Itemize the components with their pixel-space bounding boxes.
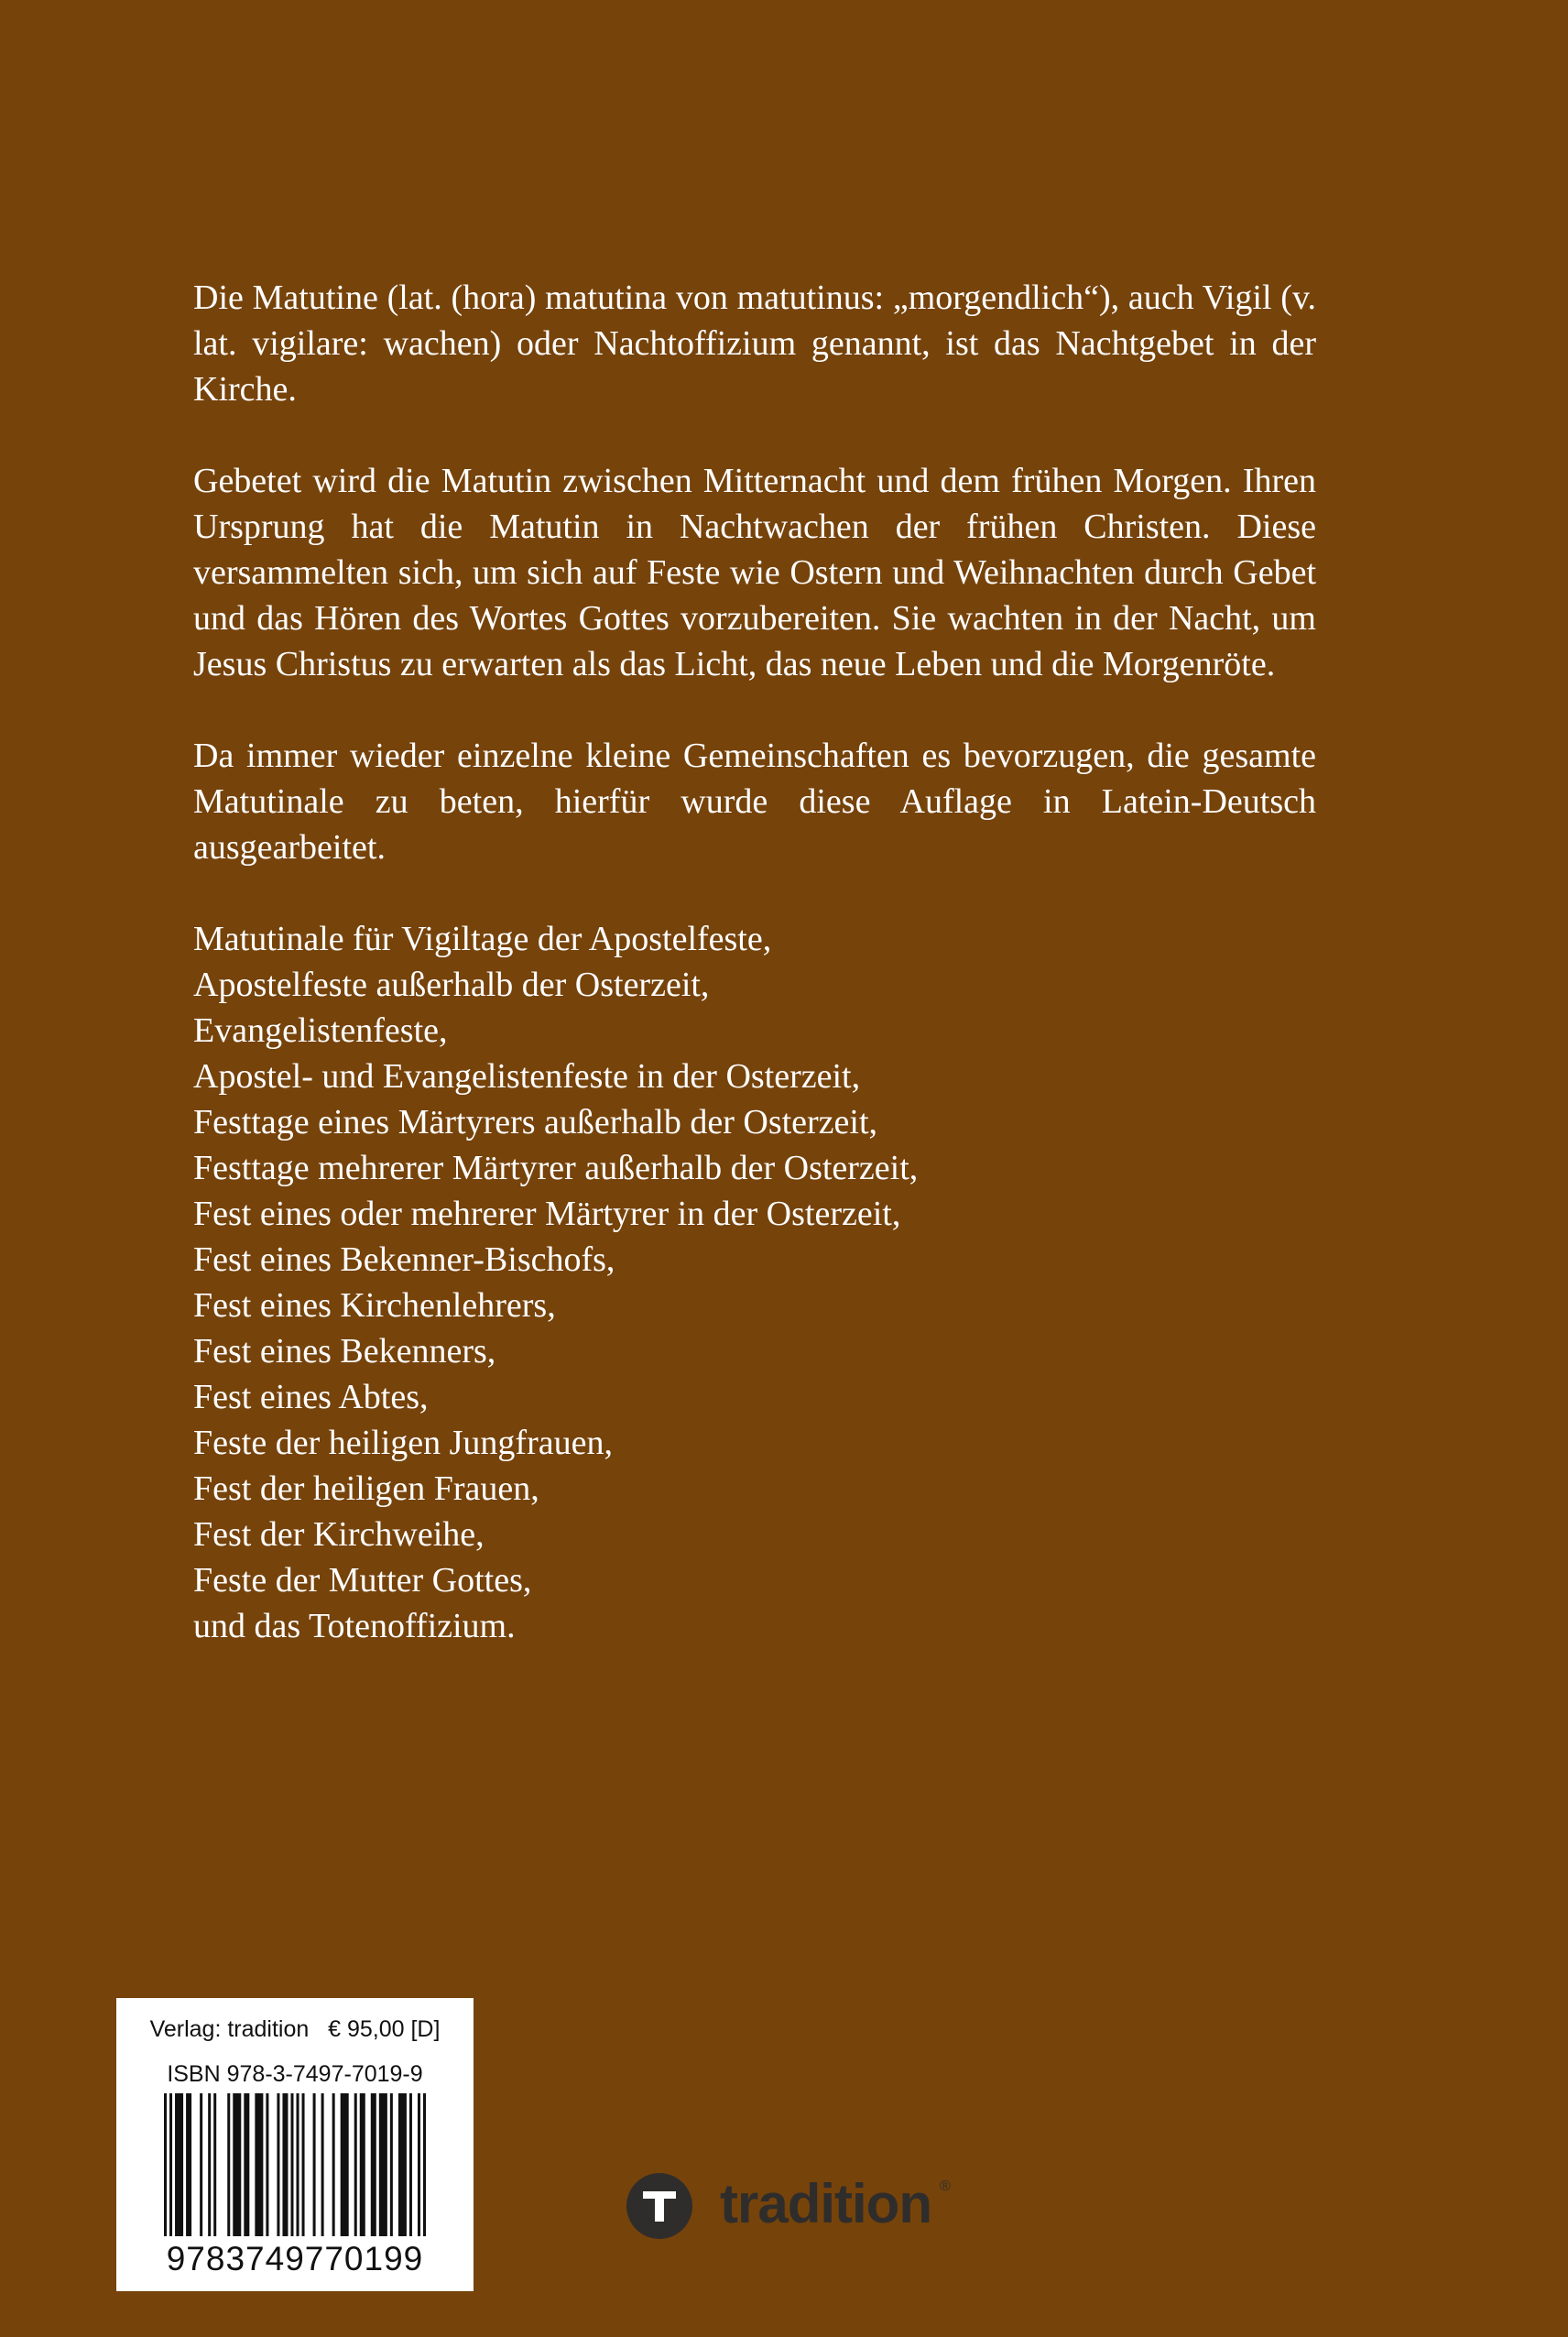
list-item: Fest der heiligen Frauen, xyxy=(193,1469,539,1508)
barcode-bar xyxy=(390,2093,393,2236)
barcode-bar xyxy=(341,2093,349,2236)
barcode-bar xyxy=(282,2093,288,2236)
barcode-bar xyxy=(321,2093,324,2236)
list-item: und das Totenoffizium. xyxy=(193,1607,516,1645)
list-item: Evangelistenfeste, xyxy=(193,1011,448,1050)
barcode-bar xyxy=(200,2093,202,2236)
barcode-bar xyxy=(266,2093,268,2236)
barcode-bar xyxy=(175,2093,183,2236)
barcode-bar xyxy=(313,2093,316,2236)
tradition-logo-icon xyxy=(626,2173,692,2239)
list-item: Feste der heiligen Jungfrauen, xyxy=(193,1424,613,1462)
contents-list xyxy=(193,916,1316,1649)
list-item: Fest eines Abtes, xyxy=(193,1378,429,1416)
barcode-bar xyxy=(379,2093,387,2236)
barcode-bar xyxy=(186,2093,191,2236)
barcode-bar xyxy=(233,2093,241,2236)
list-item: Festtage mehrerer Märtyrer außerhalb der Osterzeit, xyxy=(193,1149,919,1187)
barcode-bar xyxy=(208,2093,211,2236)
barcode-bar xyxy=(360,2093,365,2236)
barcode-bar xyxy=(354,2093,357,2236)
barcode-bar xyxy=(213,2093,216,2236)
list-item: Festtage eines Märtyrers außerhalb der Osterzeit, xyxy=(193,1103,878,1141)
list-item: Fest eines Kirchenlehrers, xyxy=(193,1286,556,1325)
intro-paragraph: Die Matutine (lat. (hora) matutina von matutinus: „morgendlich“), auch Vigil (v. lat. vigilare: wachen) oder Nachtoffizium genannt, ist das Nachtgebet in der Kirche. xyxy=(193,278,1316,409)
barcode-box xyxy=(116,1998,474,2291)
barcode-icon xyxy=(164,2093,426,2236)
list-item: Matutinale für Vigiltage der Apostelfeste, xyxy=(193,920,772,958)
list-item: Fest eines Bekenner-Bischofs, xyxy=(193,1240,615,1279)
list-item: Feste der Mutter Gottes, xyxy=(193,1561,532,1600)
barcode-bar xyxy=(169,2093,172,2236)
logo-wordmark: tradition xyxy=(720,2173,931,2234)
barcode-bar xyxy=(332,2093,335,2236)
list-item: Fest der Kirchweihe, xyxy=(193,1515,485,1554)
barcode-bar xyxy=(423,2093,426,2236)
history-paragraph: Gebetet wird die Matutin zwischen Mitternacht und dem frühen Morgen. Ihren Ursprung hat die Matutin in Nachtwachen der frühen Christen. Diese versammelten sich, um sich auf Feste wie Ostern und Weihnachten durch Gebet und das Hören des Wortes Gottes vorzubereiten. Sie wachten in der Nacht, um Jesus Christus zu erwarten als das Licht, das neue Leben und die Morgenröte. xyxy=(193,462,1316,683)
list-item: Apostelfeste außerhalb der Osterzeit, xyxy=(193,966,710,1004)
edition-paragraph: Da immer wieder einzelne kleine Gemeinschaften es bevorzugen, die gesamte Matutinale zu beten, hierfür wurde diese Auflage in Latein-Deutsch ausgearbeitet. xyxy=(193,737,1316,867)
barcode-bar xyxy=(297,2093,299,2236)
list-item: Apostel- und Evangelistenfeste in der Osterzeit, xyxy=(193,1057,861,1096)
list-item: Fest eines Bekenners, xyxy=(193,1332,496,1371)
barcode-bar xyxy=(255,2093,263,2236)
barcode-bar xyxy=(277,2093,279,2236)
barcode-bar xyxy=(398,2093,407,2236)
barcode-bar xyxy=(418,2093,420,2236)
list-item: Fest eines oder mehrerer Märtyrer in der Osterzeit, xyxy=(193,1195,901,1233)
isbn-label: ISBN 978-3-7497-7019-9 xyxy=(167,2061,423,2087)
registered-mark: ® xyxy=(940,2179,951,2194)
back-cover-text xyxy=(193,275,1316,1649)
barcode-bar xyxy=(227,2093,230,2236)
barcode-bar xyxy=(290,2093,293,2236)
publisher-logo xyxy=(626,2168,965,2241)
barcode-bar xyxy=(409,2093,412,2236)
barcode-bar xyxy=(164,2093,167,2236)
barcode-bar xyxy=(302,2093,305,2236)
ean-number: 9783749770199 xyxy=(166,2240,424,2277)
barcode-bar xyxy=(244,2093,249,2236)
publisher-price-label: Verlag: tradition € 95,00 [D] xyxy=(149,2016,441,2042)
barcode-bar xyxy=(371,2093,376,2236)
